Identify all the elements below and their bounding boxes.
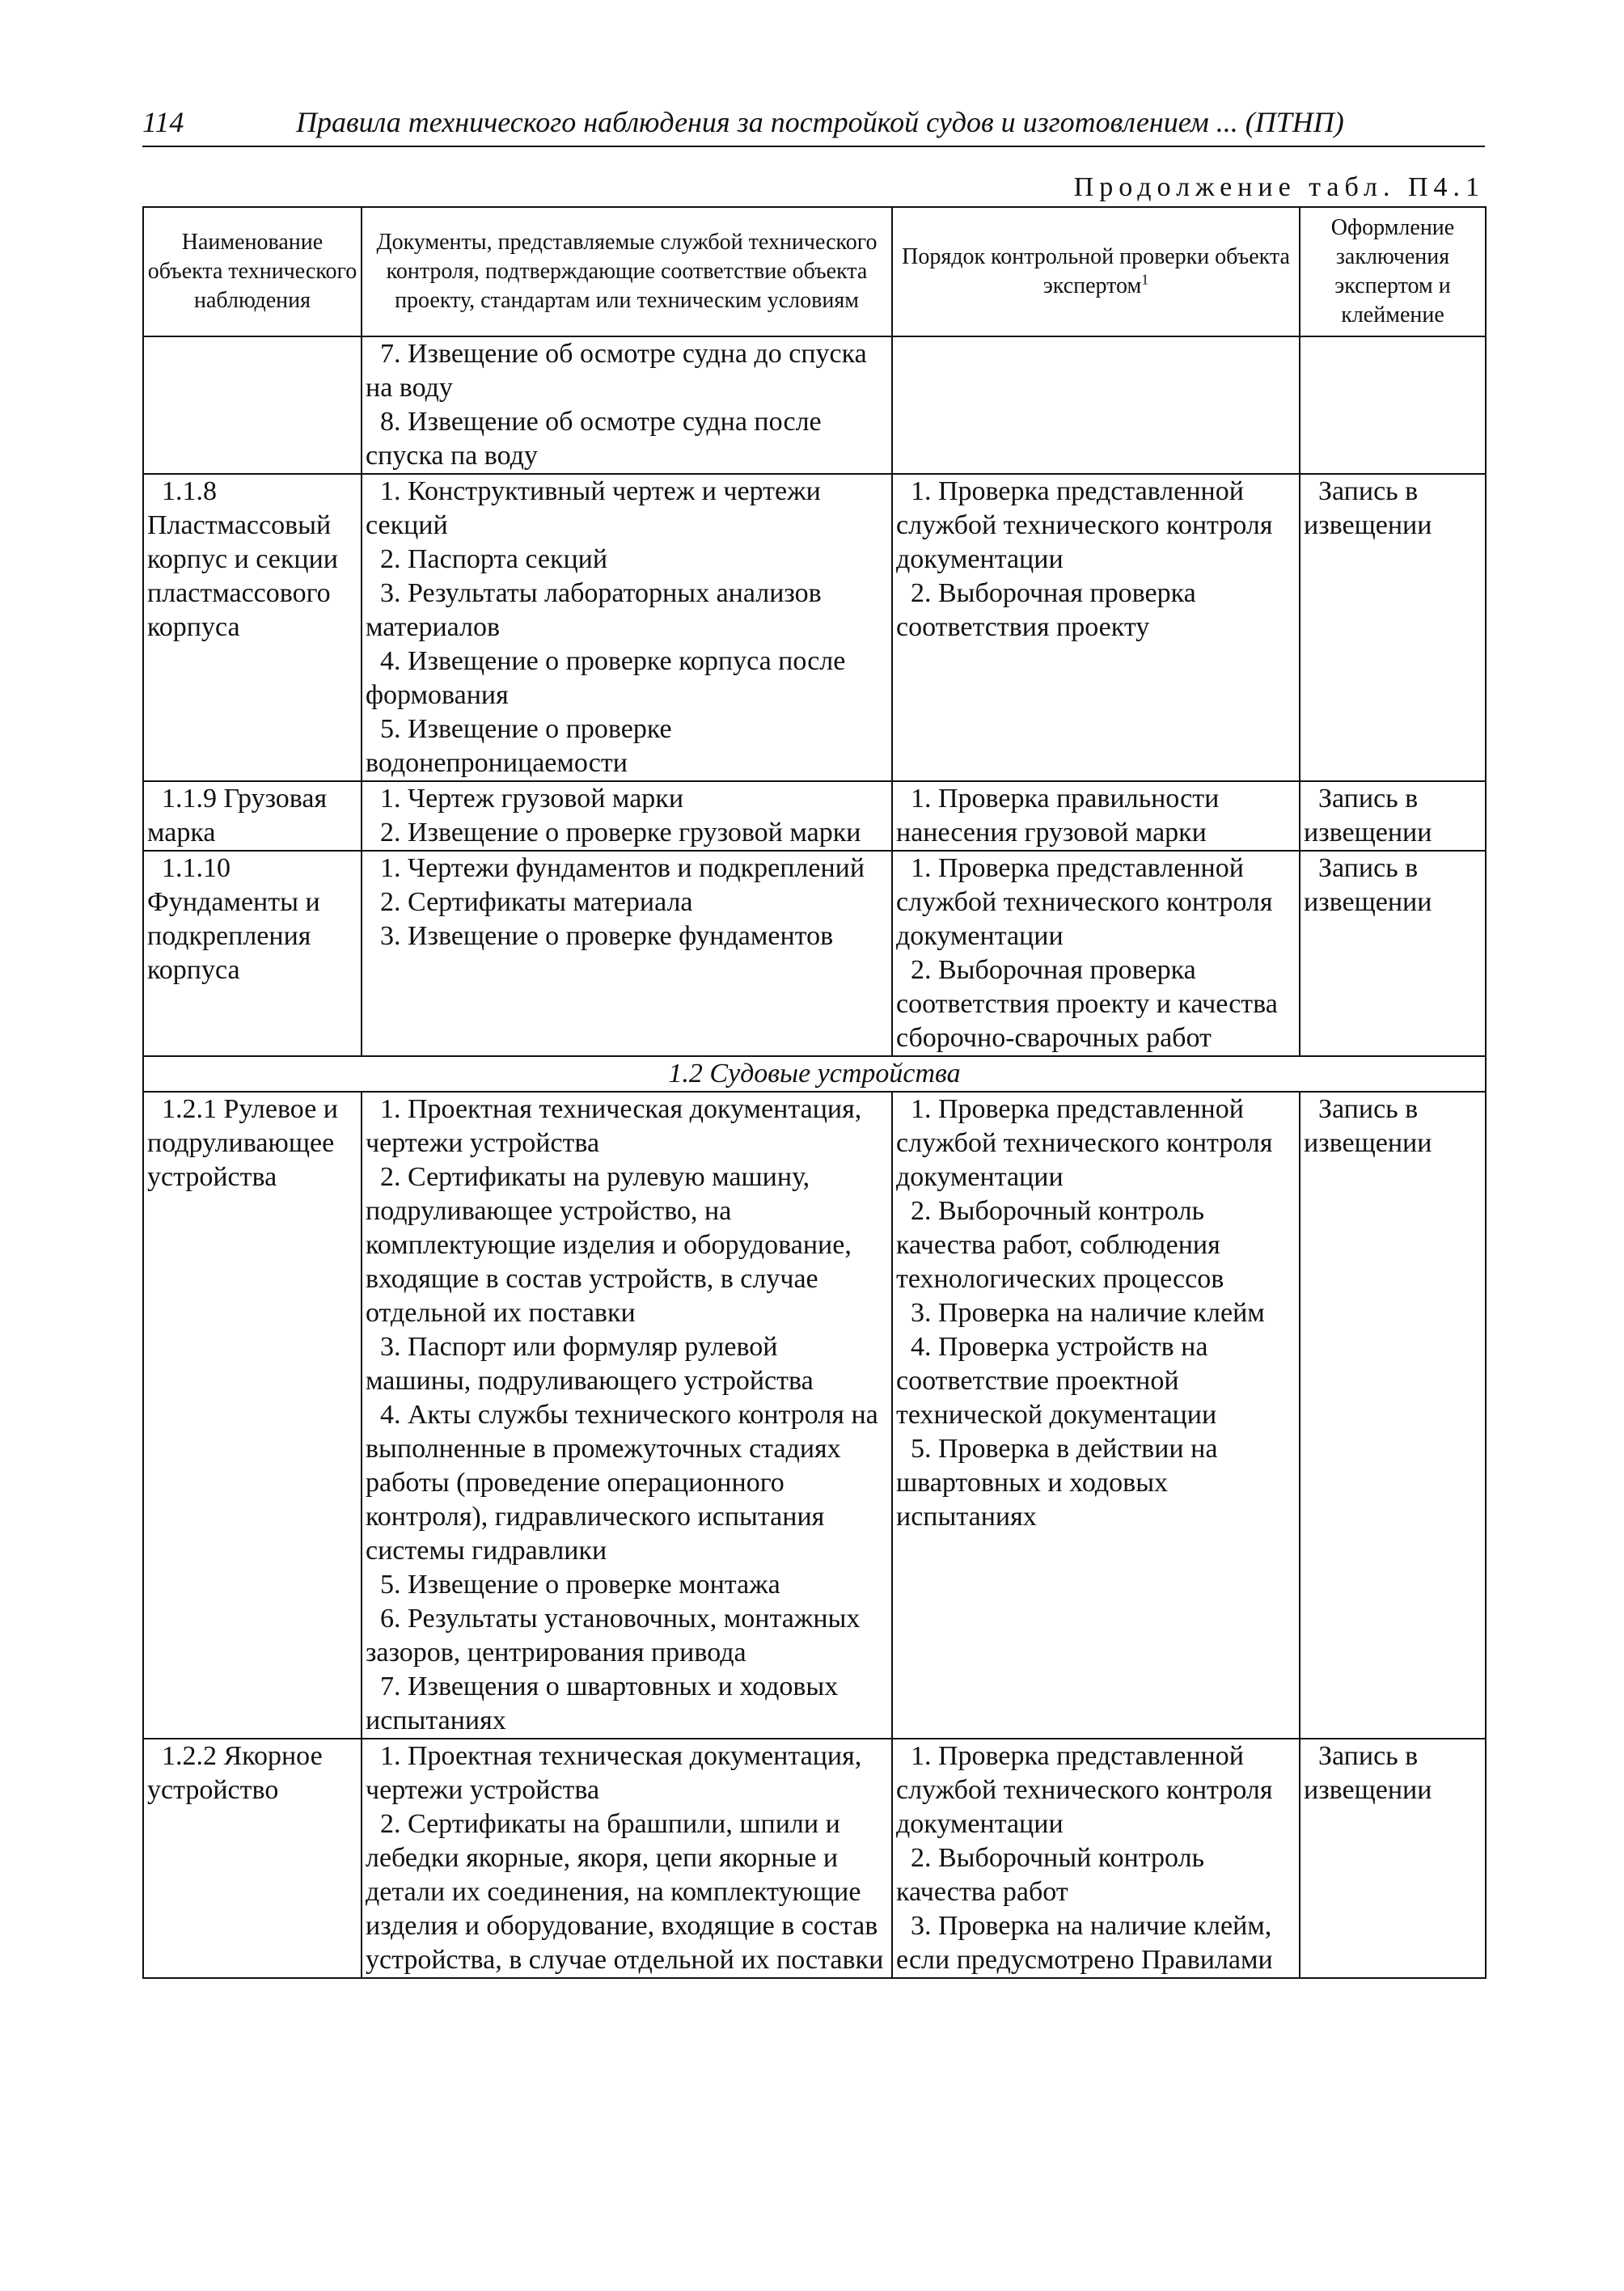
column-header-conclusion: Оформление заключения экспертом и клеймение: [1300, 207, 1486, 336]
document-item: 1. Проектная техническая документация, чертежи устройства: [366, 1741, 862, 1805]
document-item: 2. Паспорта секций: [380, 544, 608, 574]
table-row: [143, 474, 1486, 781]
document-item: 1. Проектная техническая документация, чертежи устройства: [366, 1094, 862, 1158]
result-text: Запись в извещении: [1304, 1741, 1432, 1805]
documents-cell: [362, 1092, 892, 1739]
document-item: 4. Акты службы технического контроля на выполненные в промежуточных стадиях работы (проведение операционного контроля), гидравлического испытания системы гидравлики: [366, 1400, 878, 1566]
column-header-object: Наименование объекта технического наблюдения: [143, 207, 362, 336]
result-text: Запись в извещении: [1304, 476, 1432, 540]
running-title: Правила технического наблюдения за постройкой судов и изготовлением ... (ПТНП): [296, 106, 1344, 138]
documents-cell: [362, 1739, 892, 1978]
object-name: 1.2.2 Якорное устройство: [147, 1741, 323, 1805]
check-item: 1. Проверка представленной службой технического контроля документации: [896, 476, 1273, 574]
document-item: 3. Паспорт или формуляр рулевой машины, подруливающего устройства: [366, 1332, 814, 1396]
documents-cell: [362, 851, 892, 1056]
table-row: [143, 781, 1486, 851]
result-cell: [1300, 474, 1486, 781]
document-item: 6. Результаты установочных, монтажных зазоров, центрирования привода: [366, 1604, 861, 1668]
table-row: [143, 851, 1486, 1056]
document-item: 2. Извещение о проверке грузовой марки: [380, 818, 861, 848]
result-text: Запись в извещении: [1304, 784, 1432, 848]
column-header-documents: Документы, представляемые службой технического контроля, подтверждающие соответствие объекта проекту, стандартам или техническим условиям: [362, 207, 892, 336]
result-text: Запись в извещении: [1304, 1094, 1432, 1158]
check-item: 2. Выборочная проверка соответствия проекту и качества сборочно-сварочных работ: [896, 955, 1278, 1053]
object-name-cell: [143, 1739, 362, 1978]
object-name-cell: [143, 336, 362, 474]
running-header: [142, 104, 1485, 147]
document-item: 8. Извещение об осмотре судна после спуска па воду: [366, 407, 822, 471]
check-cell: [892, 336, 1300, 474]
table-row: [143, 1739, 1486, 1978]
document-item: 3. Результаты лабораторных анализов материалов: [366, 578, 822, 642]
table-row: [143, 336, 1486, 474]
check-item: 2. Выборочный контроль качества работ: [896, 1843, 1205, 1907]
result-text: Запись в извещении: [1304, 853, 1432, 917]
check-item: 4. Проверка устройств на соответствие проектной технической документации: [896, 1332, 1217, 1430]
check-item: 1. Проверка представленной службой технического контроля документации: [896, 1094, 1273, 1192]
page-number: 114: [142, 106, 184, 138]
object-name: 1.1.10 Фундаменты и подкрепления корпуса: [147, 853, 320, 985]
table-header-row: [143, 207, 1486, 336]
table-row: [143, 1092, 1486, 1739]
object-name-cell: [143, 781, 362, 851]
documents-cell: [362, 474, 892, 781]
table-continuation-label: Продолжение табл. П4.1: [1073, 172, 1485, 202]
column-header-check-text: Порядок контрольной проверки объекта экспертом: [902, 244, 1290, 298]
document-item: 5. Извещение о проверке водонепроницаемости: [366, 714, 672, 778]
check-cell: [892, 1739, 1300, 1978]
check-item: 1. Проверка представленной службой технического контроля документации: [896, 1741, 1273, 1839]
check-cell: [892, 781, 1300, 851]
documents-cell: [362, 781, 892, 851]
check-item: 2. Выборочная проверка соответствия проекту: [896, 578, 1196, 642]
column-header-check-procedure: [892, 207, 1300, 336]
object-name: 1.2.1 Рулевое и подруливающее устройства: [147, 1094, 338, 1192]
document-item: 1. Чертеж грузовой марки: [380, 784, 684, 814]
check-cell: [892, 851, 1300, 1056]
object-name-cell: [143, 1092, 362, 1739]
check-cell: [892, 1092, 1300, 1739]
section-heading: 1.2 Судовые устройства: [143, 1056, 1486, 1092]
check-item: 1. Проверка правильности нанесения грузовой марки: [896, 784, 1220, 848]
check-item: 3. Проверка на наличие клейм: [911, 1298, 1265, 1328]
check-item: 2. Выборочный контроль качества работ, соблюдения технологических процессов: [896, 1196, 1224, 1294]
object-name: 1.1.9 Грузовая марка: [147, 784, 328, 848]
footnote-mark: 1: [1141, 271, 1149, 288]
requirements-table: [142, 206, 1487, 1979]
document-item: 7. Извещение об осмотре судна до спуска на воду: [366, 339, 867, 403]
result-cell: [1300, 1739, 1486, 1978]
object-name: 1.1.8 Пластмассовый корпус и секции пластмассового корпуса: [147, 476, 338, 642]
result-cell: [1300, 781, 1486, 851]
document-item: 5. Извещение о проверке монтажа: [380, 1570, 780, 1600]
check-item: 5. Проверка в действии на швартовных и ходовых испытаниях: [896, 1434, 1218, 1532]
object-name-cell: [143, 474, 362, 781]
document-item: 2. Сертификаты на рулевую машину, подруливающее устройство, на комплектующие изделия и оборудование, входящие в состав устройств, в случае отдельной их поставки: [366, 1162, 852, 1328]
document-item: 2. Сертификаты материала: [380, 887, 693, 917]
document-item: 2. Сертификаты на брашпили, шпили и лебедки якорные, якоря, цепи якорные и детали их соединения, на комплектующие изделия и оборудование, входящие в состав устройства, в случае отдельной их поставки: [366, 1809, 884, 1975]
object-name-cell: [143, 851, 362, 1056]
document-item: 1. Конструктивный чертеж и чертежи секций: [366, 476, 821, 540]
result-cell: [1300, 1092, 1486, 1739]
document-item: 4. Извещение о проверке корпуса после формования: [366, 646, 846, 710]
check-cell: [892, 474, 1300, 781]
check-item: 3. Проверка на наличие клейм, если предусмотрено Правилами: [896, 1911, 1273, 1975]
result-cell: [1300, 336, 1486, 474]
result-cell: [1300, 851, 1486, 1056]
documents-cell: [362, 336, 892, 474]
document-item: 7. Извещения о швартовных и ходовых испытаниях: [366, 1672, 839, 1735]
document-item: 3. Извещение о проверке фундаментов: [380, 921, 834, 951]
section-heading-row: [143, 1056, 1486, 1092]
check-item: 1. Проверка представленной службой технического контроля документации: [896, 853, 1273, 951]
document-item: 1. Чертежи фундаментов и подкреплений: [380, 853, 865, 883]
